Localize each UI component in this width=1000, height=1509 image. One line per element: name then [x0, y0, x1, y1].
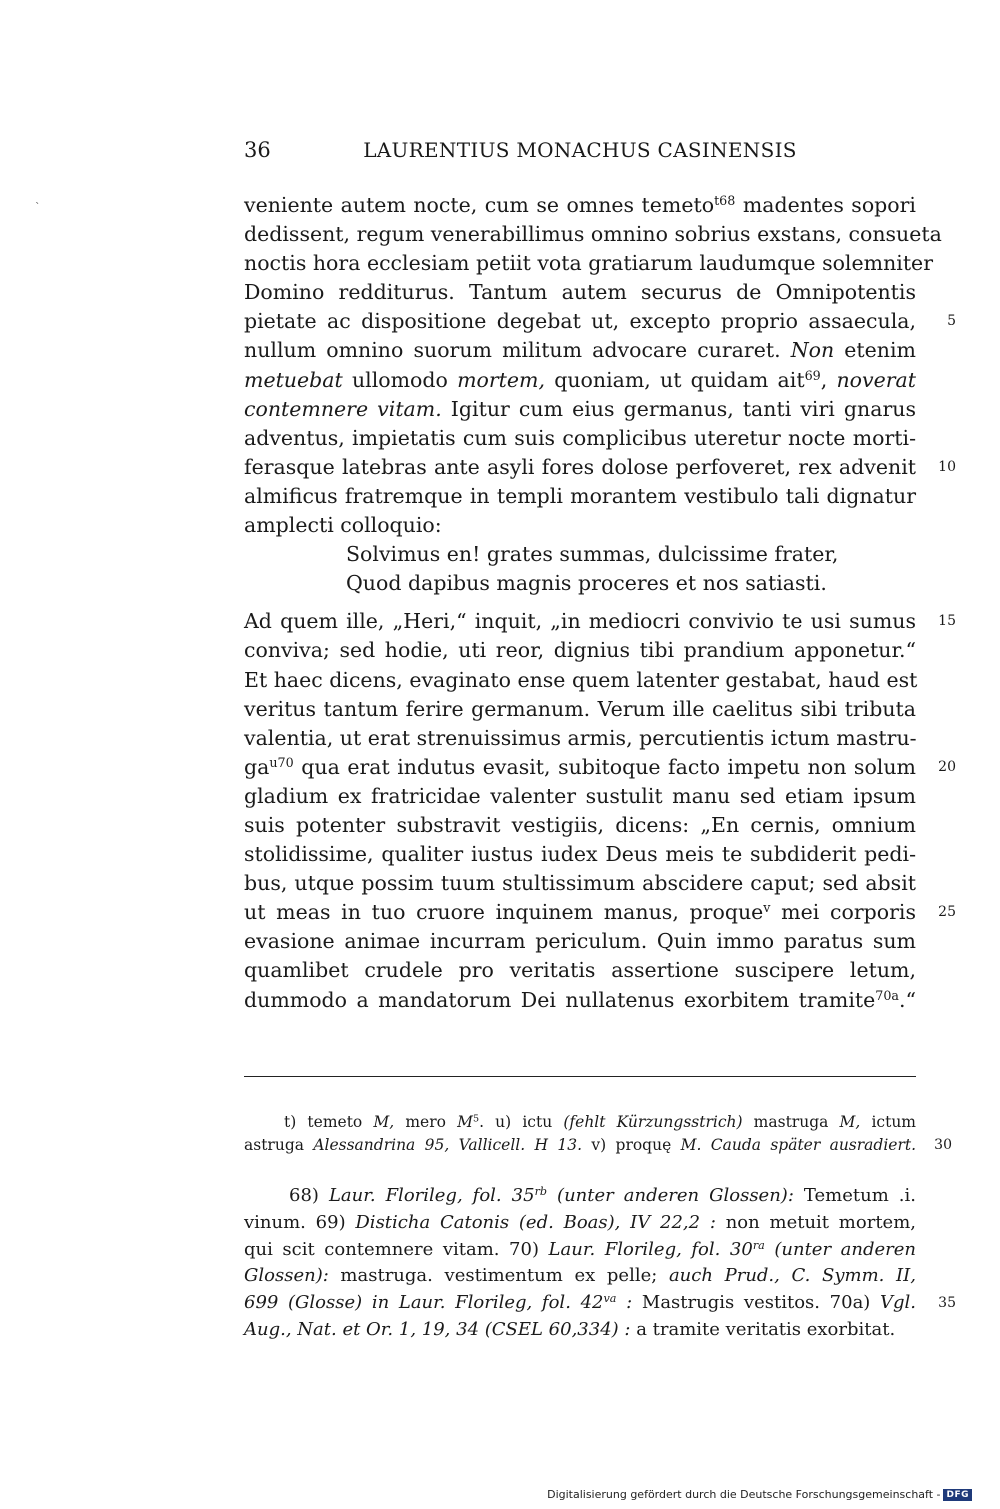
- text-line: veritus tantum ferire germanum. Verum ille caelitus sibi tributa: [244, 696, 916, 721]
- verse-line: Solvimus en! grates summas, dulcissime frater,: [346, 542, 839, 567]
- main-text: [244, 191, 956, 1015]
- text-line: almificus fratremque in templi morantem vestibulo tali dignatur: [244, 483, 916, 508]
- text-line: quamlibet crudele pro veritatis assertione suscipere letum,: [244, 958, 916, 983]
- text-line: metuebat ullomodo mortem, quoniam, ut quidam ait$^{69}$, noverat: [244, 367, 917, 392]
- text-line: valentia, ut erat strenuissimus armis, percutientis ictum mastru-: [244, 725, 917, 750]
- text-line: nullum omnino suorum militum advocare curaret. Non etenim: [244, 338, 916, 363]
- footnote-line: qui scit contemnere vitam. 70) Laur. Florileg, fol. $30^{ra}$ (unter anderen: [244, 1238, 916, 1260]
- credit-text: Digitalisierung gefördert durch die Deutsche Forschungsgemeinschaft -: [547, 1488, 941, 1501]
- text-line: Et haec dicens, evaginato ense quem latenter gestabat, haud est: [244, 667, 918, 692]
- text-line: noctis hora ecclesiam petiit vota gratiarum laudumque solemniter: [244, 251, 933, 276]
- footnotes: [244, 1183, 956, 1344]
- dfg-logo: DFG: [943, 1489, 972, 1501]
- text-line: evasione animae incurram periculum. Quin immo paratus sum: [244, 929, 916, 954]
- text-line: stolidissime, qualiter iustus iudex Deus meis te subdiderit pedi-: [244, 842, 916, 867]
- line-number: 30: [934, 1137, 952, 1153]
- footnote-rule: [244, 1076, 916, 1077]
- line-number: 20: [938, 758, 956, 775]
- text-line: Domino redditurus. Tantum autem securus de Omnipotentis: [244, 280, 916, 305]
- text-line: conviva; sed hodie, uti reor, dignius tibi prandium apponetur.“: [244, 638, 916, 663]
- text-line: amplecti colloquio:: [244, 513, 442, 538]
- text-line: suis potenter substravit vestigiis, dicens: „En cernis, omnium: [244, 812, 916, 837]
- text-line: bus, utque possim tuum stultissimum abscidere caput; sed absit: [244, 871, 916, 896]
- text-line: adventus, impietatis cum suis complicibus uteretur nocte morti-: [244, 425, 916, 450]
- text-line: dummodo a mandatorum Dei nullatenus exorbitem tramite$^{70a}$.“: [244, 987, 916, 1012]
- margin-mark: `: [35, 201, 41, 214]
- footnote-line: Aug., Nat. et Or. 1, 19, 34 (CSEL 60,334) : a tramite veritatis exorbitat.: [244, 1318, 896, 1340]
- page-number: 36: [244, 138, 271, 162]
- apparatus-line: astruga Alessandrina 95, Vallicell. H 13. v) proquę M. Cauda später ausradiert. 30: [244, 1134, 916, 1157]
- critical-apparatus: [244, 1111, 952, 1157]
- text-line: ut meas in tuo cruore inquinem manus, proque$^v$ mei corporis 25: [244, 898, 916, 927]
- text-line: $ga^{u70}$ qua erat indutus evasit, subitoque facto impetu non solum 20: [244, 753, 916, 782]
- line-number: 5: [947, 313, 956, 330]
- digitization-credit: [547, 1488, 972, 1501]
- running-head: [244, 138, 916, 168]
- line-number: 35: [938, 1295, 956, 1312]
- footnote-line: Glossen): mastruga. vestimentum ex pelle; auch Prud., C. Symm. II,: [244, 1265, 916, 1287]
- text-line: ferasque latebras ante asyli fores dolose perfoveret, rex advenit 10: [244, 453, 916, 482]
- footnote-line: 68) Laur. Florileg, fol. $35^{rb}$ (unter anderen Glossen): Temetum .i.: [289, 1184, 916, 1206]
- footnote-line: vinum. 69) Disticha Catonis (ed. Boas), IV 22,2 : non metuit mortem,: [244, 1211, 916, 1233]
- verse-line: Quod dapibus magnis proceres et nos satiasti.: [346, 571, 827, 596]
- text-line: dedissent, regum venerabillimus omnino sobrius exstans, consueta: [244, 222, 942, 247]
- text-line: veniente autem nocte, cum se omnes temeto$^{t68}$ madentes sopori: [244, 193, 916, 217]
- line-number: 10: [938, 458, 956, 475]
- footnote-line: 699 (Glosse) in Laur. Florileg, fol. $42^{va}$ : Mastrugis vestitos. 70a) Vgl. 35: [244, 1290, 916, 1317]
- line-number: 25: [938, 904, 956, 921]
- running-title: LAURENTIUS MONACHUS CASINENSIS: [363, 138, 797, 162]
- text-line: Ad quem ille, „Heri,“ inquit, „in mediocri convivio te usi sumus 15: [244, 607, 916, 636]
- text-line: pietate ac dispositione degebat ut, excepto proprio assaecula, 5: [244, 307, 916, 336]
- apparatus-line: t) temeto M, mero $M^5$. u) ictu (fehlt Kürzungsstrich) mastruga M, ictum: [284, 1113, 917, 1131]
- line-number: 15: [938, 613, 956, 630]
- text-line: contemnere vitam. Igitur cum eius germanus, tanti viri gnarus: [244, 396, 916, 421]
- text-line: gladium ex fratricidae valenter sustulit manu sed etiam ipsum: [244, 783, 916, 808]
